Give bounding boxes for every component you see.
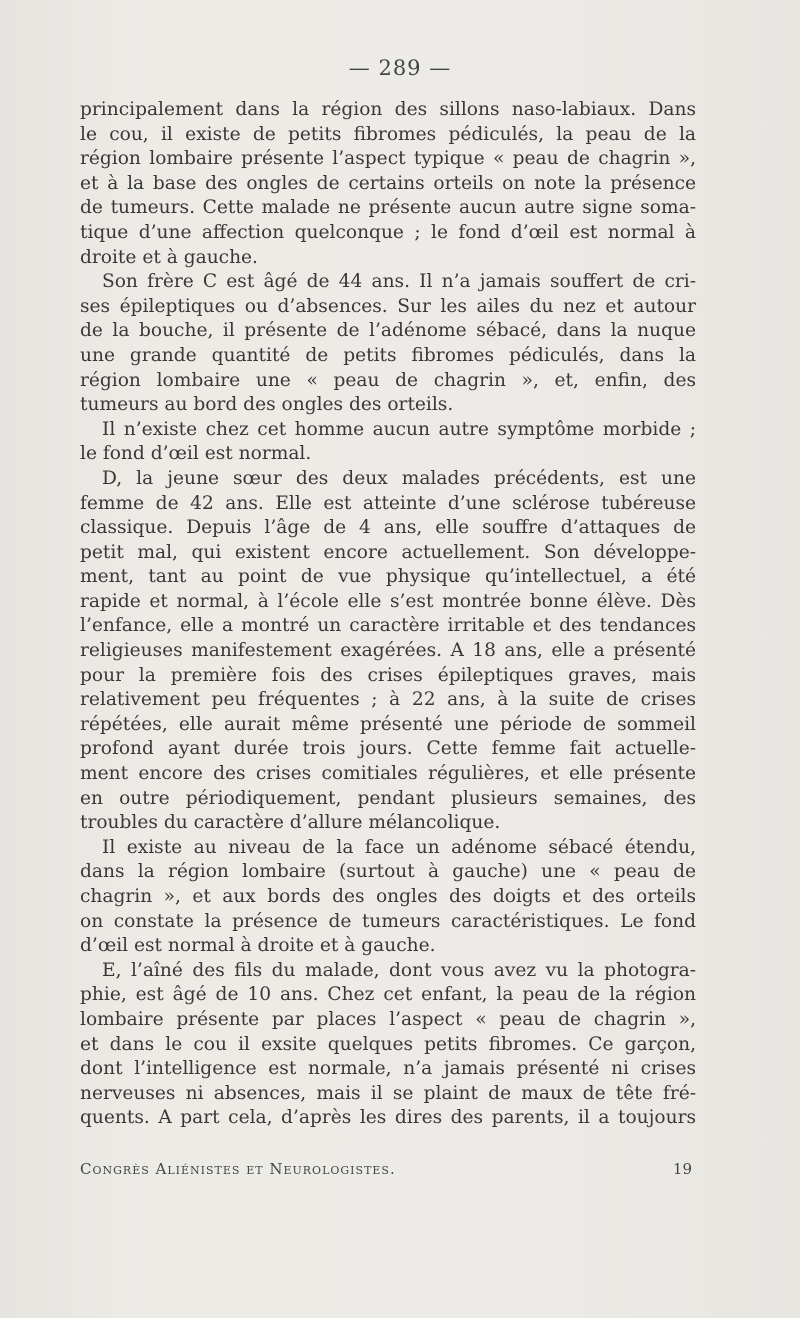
text-line: E, l’aîné des fils du malade, dont vous avez vu la photogra-	[102, 959, 696, 981]
text-line: pour la première fois des crises épileptiques graves, mais	[80, 664, 696, 686]
text-line: chagrin », et aux bords des ongles des doigts et des orteils	[80, 886, 696, 907]
text-line: Son frère C est âgé de 44 ans. Il n’a jamais souffert de cri-	[102, 271, 696, 293]
text-line: rapide et normal, à l’école elle s’est montrée bonne élève. Dès	[80, 590, 696, 612]
text-line: phie, est âgé de 10 ans. Chez cet enfant, la peau de la région	[80, 984, 696, 1006]
text-line: et à la base des ongles de certains orteils on note la présence	[80, 172, 696, 194]
footer-title: Congrès Aliénistes et Neurologistes.	[80, 1160, 396, 1178]
text-line: quents. A part cela, d’après les dires des parents, il a toujours	[80, 1107, 696, 1129]
text-line: de tumeurs. Cette malade ne présente aucun autre signe soma-	[80, 197, 696, 219]
page-footer	[80, 1160, 692, 1184]
text-line: ment encore des crises comitiales régulières, et elle présente	[80, 763, 696, 785]
page-number: — 289 —	[348, 56, 452, 80]
text-line: petit mal, qui existent encore actuellement. Son développe-	[80, 541, 696, 563]
text-line: profond ayant durée trois jours. Cette femme fait actuelle-	[80, 738, 696, 760]
text-line: dont l’intelligence est normale, n’a jamais présenté ni crises	[80, 1058, 696, 1080]
text-line: ses épileptiques ou d’absences. Sur les ailes du nez et autour	[80, 295, 696, 317]
text-line: femme de 42 ans. Elle est atteinte d’une sclérose tubéreuse	[80, 492, 696, 514]
text-line: répétées, elle aurait même présenté une période de sommeil	[80, 713, 696, 735]
text-line: dans la région lombaire (surtout à gauche) une « peau de	[80, 861, 696, 883]
text-line: et dans le cou il exsite quelques petits fibromes. Ce garçon,	[80, 1033, 696, 1055]
text-line: classique. Depuis l’âge de 4 ans, elle souffre d’attaques de	[80, 517, 696, 539]
text-line: une grande quantité de petits fibromes pédiculés, dans la	[80, 344, 696, 366]
text-line: d’œil est normal à droite et à gauche.	[80, 935, 436, 957]
text-line: principalement dans la région des sillons naso-labiaux. Dans	[80, 99, 696, 120]
text-line: de la bouche, il présente de l’adénome sébacé, dans la nuque	[80, 320, 696, 342]
text-line: relativement peu fréquentes ; à 22 ans, à la suite de crises	[80, 689, 696, 711]
text-line: droite et à gauche.	[80, 246, 258, 268]
text-line: religieuses manifestement exagérées. A 18 ans, elle a présenté	[80, 640, 696, 662]
text-line: Il n’existe chez cet homme aucun autre symptôme morbide ;	[102, 418, 696, 440]
text-line: le cou, il existe de petits fibromes pédiculés, la peau de la	[80, 123, 696, 145]
text-line: région lombaire une « peau de chagrin », et, enfin, des	[80, 369, 696, 391]
body-text	[80, 98, 696, 1131]
text-line: région lombaire présente l’aspect typique « peau de chagrin »,	[80, 148, 696, 170]
text-line: lombaire présente par places l’aspect « peau de chagrin »,	[80, 1008, 696, 1030]
text-line: nerveuses ni absences, mais il se plaint de maux de tête fré-	[80, 1082, 696, 1104]
text-line: on constate la présence de tumeurs caractéristiques. Le fond	[80, 910, 696, 932]
text-line: troubles du caractère d’allure mélancolique.	[80, 812, 501, 834]
text-line: Il existe au niveau de la face un adénome sébacé étendu,	[102, 836, 696, 858]
text-line: l’enfance, elle a montré un caractère irritable et des tendances	[80, 615, 696, 637]
text-line: tique d’une affection quelconque ; le fond d’œil est normal à	[80, 221, 696, 243]
signature-mark: 19	[672, 1160, 692, 1178]
text-line: tumeurs au bord des ongles des orteils.	[80, 394, 454, 416]
text-line: le fond d’œil est normal.	[80, 443, 312, 465]
text-line: en outre périodiquement, pendant plusieurs semaines, des	[80, 787, 696, 809]
text-line: D, la jeune sœur des deux malades précédents, est une	[102, 467, 696, 489]
text-line: ment, tant au point de vue physique qu’intellectuel, a été	[80, 566, 696, 588]
